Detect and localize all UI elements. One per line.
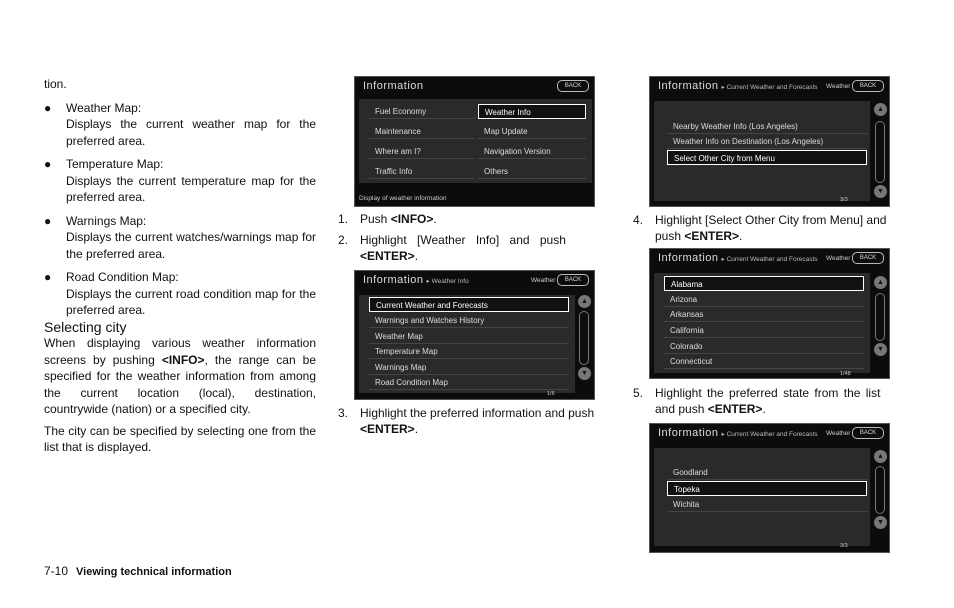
screen-title: Information ▸ Current Weather and Forecasts xyxy=(658,427,818,439)
paragraph-2: The city can be specified by selecting one from the list that is displayed. xyxy=(44,423,316,454)
list-item[interactable]: Colorado xyxy=(664,339,864,354)
left-column xyxy=(44,76,316,461)
menu-item[interactable]: Navigation Version xyxy=(478,144,586,159)
bullet-icon: ● xyxy=(44,157,52,171)
list-item[interactable]: Nearby Weather Info (Los Angeles) xyxy=(667,119,867,134)
page-indicator: 3/3 xyxy=(840,543,848,549)
paragraph-1: When displaying various weather information screens by pushing <INFO>, the range can be specified for the weather information from among the current location (local), destination, countrywide (nation) or a specified city. xyxy=(44,336,316,416)
step-1: 1. Push <INFO>. xyxy=(338,212,437,226)
bullet-desc: Displays the current temperature map for the preferred area. xyxy=(66,173,316,204)
list-item[interactable]: Weather Map xyxy=(369,329,569,344)
list-item-selected[interactable]: Topeka xyxy=(667,481,867,496)
list-item[interactable]: Weather Info on Destination (Los Angeles) xyxy=(667,134,867,149)
list-item[interactable]: Goodland xyxy=(667,465,867,480)
scroll-down-icon[interactable]: ▼ xyxy=(874,185,887,198)
scroll-up-icon[interactable]: ▲ xyxy=(874,103,887,116)
scroll-down-icon[interactable]: ▼ xyxy=(874,343,887,356)
screen-state-list xyxy=(649,248,890,379)
scroll-up-icon[interactable]: ▲ xyxy=(578,295,591,308)
bullet-weather-map: ● Weather Map: xyxy=(44,100,142,115)
menu-item[interactable]: Map Update xyxy=(478,124,586,139)
scrollbar[interactable] xyxy=(875,293,885,341)
menu-item[interactable]: Where am I? xyxy=(369,144,475,159)
step-2: 2. Highlight [Weather Info] and push <ENTER>. xyxy=(338,233,566,263)
list-item-selected[interactable]: Current Weather and Forecasts xyxy=(369,297,569,312)
weather-tag: Weather xyxy=(531,277,556,284)
page-indicator: 1/6 xyxy=(547,391,555,397)
screen-title: Information ▸ Current Weather and Forecasts xyxy=(658,252,818,264)
screen-current-weather xyxy=(649,76,890,207)
list-item-selected[interactable]: Alabama xyxy=(664,276,864,291)
list-item[interactable]: Road Condition Map xyxy=(369,375,569,390)
back-button[interactable]: BACK xyxy=(557,274,589,286)
screen-information-menu xyxy=(354,76,595,207)
list-item[interactable]: Arkansas xyxy=(664,307,864,322)
page-indicator: 1/48 xyxy=(840,371,851,377)
bullet-icon: ● xyxy=(44,100,52,115)
section-heading: Selecting city xyxy=(44,318,127,335)
menu-item-selected[interactable]: Weather Info xyxy=(478,104,586,119)
scroll-down-icon[interactable]: ▼ xyxy=(874,516,887,529)
back-button[interactable]: BACK xyxy=(852,80,884,92)
page-footer xyxy=(44,564,232,578)
continued-text: tion. xyxy=(44,77,67,91)
step-4: 4. Highlight [Select Other City from Menu] and push <ENTER>. xyxy=(633,213,887,243)
list-item[interactable]: Temperature Map xyxy=(369,344,569,359)
back-button[interactable]: BACK xyxy=(557,80,589,92)
scrollbar[interactable] xyxy=(875,466,885,514)
list-item[interactable]: California xyxy=(664,323,864,338)
list-item[interactable]: Warnings and Watches History xyxy=(369,313,569,328)
step-5: 5. Highlight the preferred state from the list and push <ENTER>. xyxy=(633,386,881,416)
step-3: 3. Highlight the preferred information and push <ENTER>. xyxy=(338,406,595,436)
bullet-desc: Displays the current watches/warnings map for the preferred area. xyxy=(66,230,316,261)
scroll-up-icon[interactable]: ▲ xyxy=(874,450,887,463)
menu-item[interactable]: Fuel Economy xyxy=(369,104,475,119)
screen-title: Information xyxy=(363,80,424,92)
bullet-icon: ● xyxy=(44,270,52,284)
bullet-desc: Displays the current weather map for the preferred area. xyxy=(66,117,316,148)
screen-title: Information ▸ Weather Info xyxy=(363,274,469,286)
scroll-up-icon[interactable]: ▲ xyxy=(874,276,887,289)
screen-city-list xyxy=(649,423,890,553)
bullet-temperature-map: ● Temperature Map: xyxy=(44,157,164,171)
bullet-desc: Displays the current road condition map for the preferred area. xyxy=(66,286,316,317)
weather-tag: Weather xyxy=(826,255,851,262)
scrollbar[interactable] xyxy=(579,311,589,365)
menu-item[interactable]: Others xyxy=(478,164,586,179)
list-item-selected[interactable]: Select Other City from Menu xyxy=(667,150,867,165)
screen-footnote: Display of weather information xyxy=(359,195,447,202)
page-number: 7-10 xyxy=(44,564,69,578)
menu-item[interactable]: Traffic Info xyxy=(369,164,475,179)
weather-tag: Weather xyxy=(826,83,851,90)
screen-weather-info xyxy=(354,270,595,400)
weather-tag: Weather xyxy=(826,430,851,437)
bullet-warnings-map: ● Warnings Map: xyxy=(44,213,147,228)
menu-item[interactable]: Maintenance xyxy=(369,124,475,139)
list-item[interactable]: Wichita xyxy=(667,497,867,512)
screen-title: Information ▸ Current Weather and Forecasts xyxy=(658,80,818,92)
list-item[interactable]: Connecticut xyxy=(664,354,864,369)
list-item[interactable]: Warnings Map xyxy=(369,360,569,375)
bullet-road-condition-map: ● Road Condition Map: xyxy=(44,270,179,284)
list-item[interactable]: Arizona xyxy=(664,292,864,307)
scroll-down-icon[interactable]: ▼ xyxy=(578,367,591,380)
page-indicator: 3/3 xyxy=(840,197,848,203)
section-title: Viewing technical information xyxy=(76,566,232,578)
scrollbar[interactable] xyxy=(875,121,885,183)
back-button[interactable]: BACK xyxy=(852,427,884,439)
bullet-icon: ● xyxy=(44,213,52,228)
back-button[interactable]: BACK xyxy=(852,252,884,264)
